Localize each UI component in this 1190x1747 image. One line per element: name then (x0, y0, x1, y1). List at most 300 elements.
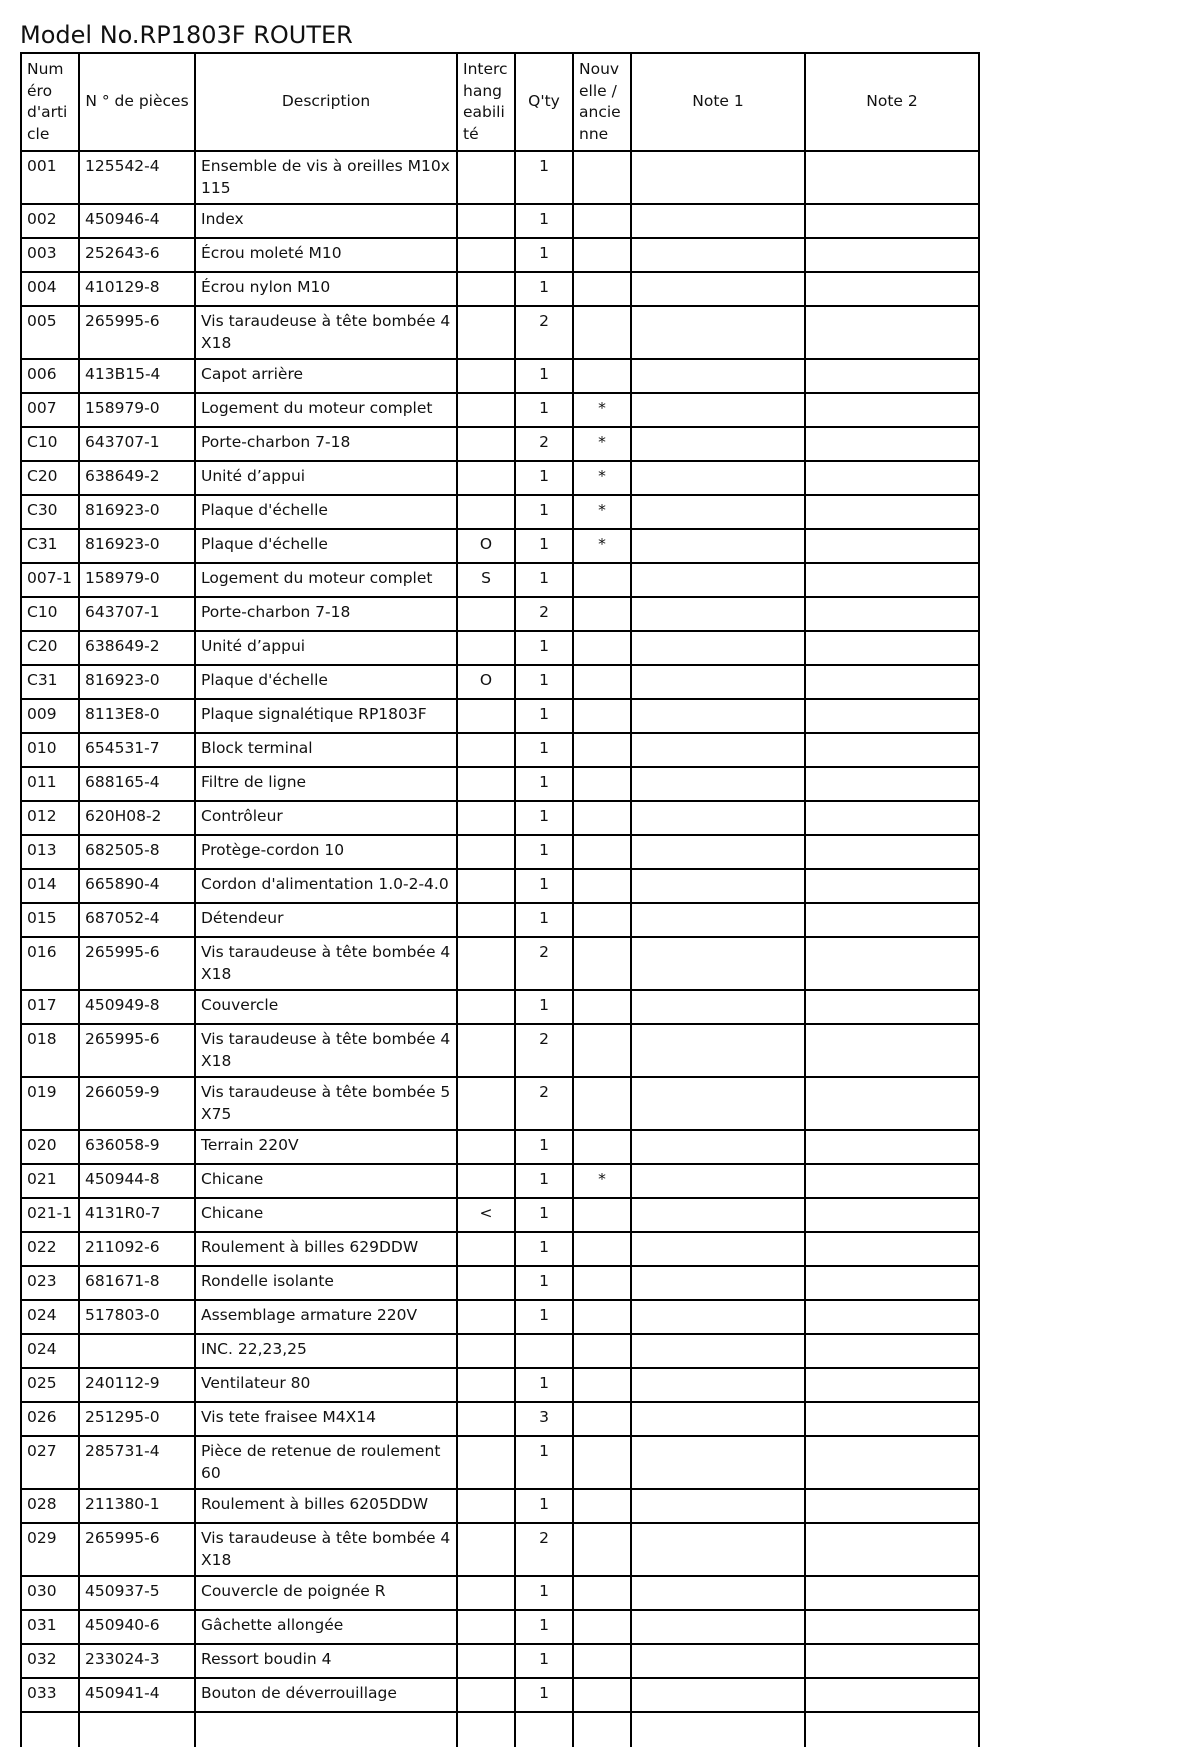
cell-quantity: 3 (515, 1402, 573, 1436)
table-row (21, 733, 979, 767)
cell-note-1 (631, 151, 805, 204)
cell-note-1 (631, 699, 805, 733)
cell-item-number: 018 (21, 1024, 79, 1077)
cell-note-1 (631, 204, 805, 238)
cell-new-old (573, 1077, 631, 1130)
cell-item-number: 030 (21, 1576, 79, 1610)
cell-quantity: 1 (515, 631, 573, 665)
table-row (21, 1678, 979, 1712)
cell-quantity: 1 (515, 1678, 573, 1712)
cell-interchangeability (457, 461, 515, 495)
cell-part-number: 8113E8-0 (79, 699, 195, 733)
cell-quantity: 1 (515, 903, 573, 937)
table-row (21, 699, 979, 733)
cell-quantity: 1 (515, 869, 573, 903)
cell-quantity: 1 (515, 1489, 573, 1523)
cell-new-old (573, 1300, 631, 1334)
cell-part-number: 266059-9 (79, 1077, 195, 1130)
cell-note-1 (631, 631, 805, 665)
cell-note-2 (805, 529, 979, 563)
cell-new-old (573, 835, 631, 869)
cell-new-old (573, 306, 631, 359)
cell-note-2 (805, 801, 979, 835)
cell-part-number: 816923-0 (79, 529, 195, 563)
cell-item-number: 002 (21, 204, 79, 238)
cell-quantity: 1 (515, 1610, 573, 1644)
cell-interchangeability (457, 1576, 515, 1610)
cell-interchangeability: S (457, 563, 515, 597)
cell-note-2 (805, 272, 979, 306)
cell-note-1 (631, 461, 805, 495)
cell-note-2 (805, 1523, 979, 1576)
cell-interchangeability (457, 1678, 515, 1712)
table-row (21, 529, 979, 563)
cell-interchangeability (457, 495, 515, 529)
cell-part-number: 413B15-4 (79, 359, 195, 393)
cell-note-1 (631, 835, 805, 869)
table-row-empty (21, 1712, 979, 1747)
cell-part-number: 816923-0 (79, 495, 195, 529)
cell-item-number: 029 (21, 1523, 79, 1576)
cell-description: Vis taraudeuse à tête bombée 4X18 (195, 1024, 457, 1077)
cell-description: Contrôleur (195, 801, 457, 835)
cell-interchangeability (457, 1489, 515, 1523)
table-row (21, 1130, 979, 1164)
cell-note-2 (805, 733, 979, 767)
cell-quantity: 1 (515, 151, 573, 204)
cell-note-2 (805, 1077, 979, 1130)
cell-note-2 (805, 1436, 979, 1489)
cell-part-number: 265995-6 (79, 1024, 195, 1077)
cell-part-number: 233024-3 (79, 1644, 195, 1678)
cell-description: Bouton de déverrouillage (195, 1678, 457, 1712)
cell-note-1 (631, 306, 805, 359)
cell-item-number: C20 (21, 631, 79, 665)
cell-quantity: 1 (515, 699, 573, 733)
table-row (21, 1232, 979, 1266)
cell-note-1 (631, 1024, 805, 1077)
cell-note-1 (631, 665, 805, 699)
header-new-old: Nouvelle / ancienne (573, 53, 631, 151)
cell-interchangeability (457, 597, 515, 631)
cell-new-old: * (573, 427, 631, 461)
cell-note-1 (631, 990, 805, 1024)
table-row (21, 204, 979, 238)
table-row (21, 1164, 979, 1198)
cell-description: Vis tete fraisee M4X14 (195, 1402, 457, 1436)
cell-interchangeability (457, 272, 515, 306)
cell-new-old (573, 937, 631, 990)
cell-quantity: 1 (515, 835, 573, 869)
cell-note-2 (805, 597, 979, 631)
cell-quantity: 1 (515, 393, 573, 427)
table-row (21, 359, 979, 393)
cell-quantity: 1 (515, 461, 573, 495)
cell-note-1 (631, 1523, 805, 1576)
cell-note-2 (805, 151, 979, 204)
cell-interchangeability (457, 699, 515, 733)
cell-item-number: 006 (21, 359, 79, 393)
cell-part-number: 125542-4 (79, 151, 195, 204)
cell-note-1 (631, 1489, 805, 1523)
cell-part-number: 450941-4 (79, 1678, 195, 1712)
table-row (21, 1368, 979, 1402)
empty-cell (79, 1712, 195, 1747)
cell-description: Écrou moleté M10 (195, 238, 457, 272)
cell-part-number: 450937-5 (79, 1576, 195, 1610)
cell-new-old (573, 1368, 631, 1402)
header-interchangeability: Interchangeabilité (457, 53, 515, 151)
cell-part-number (79, 1334, 195, 1368)
cell-new-old: * (573, 495, 631, 529)
cell-note-1 (631, 1436, 805, 1489)
cell-note-1 (631, 1164, 805, 1198)
cell-part-number: 265995-6 (79, 937, 195, 990)
table-row (21, 427, 979, 461)
cell-item-number: 028 (21, 1489, 79, 1523)
cell-note-2 (805, 1266, 979, 1300)
cell-item-number: 009 (21, 699, 79, 733)
cell-part-number: 688165-4 (79, 767, 195, 801)
cell-part-number: 654531-7 (79, 733, 195, 767)
cell-item-number: 023 (21, 1266, 79, 1300)
cell-interchangeability: < (457, 1198, 515, 1232)
cell-note-1 (631, 1334, 805, 1368)
cell-new-old (573, 1130, 631, 1164)
cell-quantity: 1 (515, 1130, 573, 1164)
cell-new-old (573, 1232, 631, 1266)
table-row (21, 1402, 979, 1436)
cell-description: Chicane (195, 1164, 457, 1198)
cell-quantity: 1 (515, 665, 573, 699)
cell-interchangeability (457, 990, 515, 1024)
cell-new-old (573, 1198, 631, 1232)
cell-new-old: * (573, 461, 631, 495)
cell-item-number: 010 (21, 733, 79, 767)
cell-description: Terrain 220V (195, 1130, 457, 1164)
cell-part-number: 265995-6 (79, 306, 195, 359)
cell-item-number: 004 (21, 272, 79, 306)
cell-part-number: 285731-4 (79, 1436, 195, 1489)
cell-note-2 (805, 699, 979, 733)
cell-note-2 (805, 1164, 979, 1198)
cell-note-2 (805, 1232, 979, 1266)
table-row (21, 1334, 979, 1368)
table-row (21, 1024, 979, 1077)
header-part-number: N ° de pièces (79, 53, 195, 151)
cell-quantity: 2 (515, 597, 573, 631)
cell-part-number: 636058-9 (79, 1130, 195, 1164)
cell-part-number: 681671-8 (79, 1266, 195, 1300)
cell-part-number: 265995-6 (79, 1523, 195, 1576)
cell-note-1 (631, 1232, 805, 1266)
table-row (21, 1436, 979, 1489)
cell-note-1 (631, 597, 805, 631)
cell-description: Plaque d'échelle (195, 529, 457, 563)
cell-description: Roulement à billes 6205DDW (195, 1489, 457, 1523)
cell-description: INC. 22,23,25 (195, 1334, 457, 1368)
cell-note-1 (631, 529, 805, 563)
cell-note-1 (631, 1610, 805, 1644)
cell-note-1 (631, 1368, 805, 1402)
cell-note-1 (631, 1130, 805, 1164)
cell-item-number: C30 (21, 495, 79, 529)
cell-interchangeability (457, 306, 515, 359)
table-row (21, 1198, 979, 1232)
cell-item-number: 019 (21, 1077, 79, 1130)
cell-interchangeability (457, 1644, 515, 1678)
header-note-1: Note 1 (631, 53, 805, 151)
cell-description: Unité d’appui (195, 631, 457, 665)
cell-quantity: 1 (515, 801, 573, 835)
cell-interchangeability (457, 1334, 515, 1368)
cell-new-old (573, 1678, 631, 1712)
cell-part-number: 638649-2 (79, 631, 195, 665)
cell-new-old (573, 1266, 631, 1300)
cell-note-1 (631, 801, 805, 835)
cell-description: Vis taraudeuse à tête bombée 4X18 (195, 1523, 457, 1576)
cell-new-old (573, 359, 631, 393)
cell-description: Chicane (195, 1198, 457, 1232)
cell-new-old (573, 272, 631, 306)
cell-interchangeability (457, 1232, 515, 1266)
cell-item-number: 012 (21, 801, 79, 835)
cell-quantity: 1 (515, 272, 573, 306)
cell-item-number: C31 (21, 665, 79, 699)
cell-part-number: 4131R0-7 (79, 1198, 195, 1232)
cell-new-old (573, 1334, 631, 1368)
cell-description: Logement du moteur complet (195, 393, 457, 427)
cell-new-old (573, 1489, 631, 1523)
table-row (21, 1644, 979, 1678)
cell-description: Unité d’appui (195, 461, 457, 495)
cell-quantity: 1 (515, 767, 573, 801)
cell-interchangeability (457, 1610, 515, 1644)
cell-part-number: 158979-0 (79, 393, 195, 427)
cell-interchangeability: O (457, 665, 515, 699)
cell-interchangeability (457, 204, 515, 238)
cell-item-number: 032 (21, 1644, 79, 1678)
cell-interchangeability (457, 1266, 515, 1300)
cell-new-old (573, 563, 631, 597)
cell-note-1 (631, 1644, 805, 1678)
cell-interchangeability (457, 1164, 515, 1198)
cell-interchangeability (457, 427, 515, 461)
cell-note-1 (631, 1576, 805, 1610)
cell-description: Assemblage armature 220V (195, 1300, 457, 1334)
cell-note-1 (631, 272, 805, 306)
cell-note-1 (631, 563, 805, 597)
cell-item-number: 005 (21, 306, 79, 359)
cell-interchangeability (457, 1436, 515, 1489)
cell-part-number: 211092-6 (79, 1232, 195, 1266)
header-quantity: Q'ty (515, 53, 573, 151)
table-row (21, 631, 979, 665)
cell-note-2 (805, 665, 979, 699)
cell-part-number: 450946-4 (79, 204, 195, 238)
cell-interchangeability (457, 869, 515, 903)
cell-part-number: 638649-2 (79, 461, 195, 495)
cell-note-2 (805, 238, 979, 272)
cell-description: Plaque signalétique RP1803F (195, 699, 457, 733)
cell-interchangeability (457, 1368, 515, 1402)
cell-description: Ensemble de vis à oreilles M10x115 (195, 151, 457, 204)
cell-description: Vis taraudeuse à tête bombée 4X18 (195, 306, 457, 359)
empty-cell (21, 1712, 79, 1747)
cell-new-old: * (573, 1164, 631, 1198)
table-row (21, 665, 979, 699)
cell-item-number: 027 (21, 1436, 79, 1489)
cell-quantity: 1 (515, 238, 573, 272)
cell-note-2 (805, 1489, 979, 1523)
cell-interchangeability (457, 733, 515, 767)
cell-note-1 (631, 1198, 805, 1232)
cell-note-2 (805, 461, 979, 495)
cell-quantity: 1 (515, 1266, 573, 1300)
cell-description: Pièce de retenue de roulement 60 (195, 1436, 457, 1489)
cell-item-number: 011 (21, 767, 79, 801)
cell-interchangeability (457, 151, 515, 204)
table-row (21, 306, 979, 359)
table-row (21, 1523, 979, 1576)
cell-quantity: 1 (515, 495, 573, 529)
cell-note-2 (805, 1576, 979, 1610)
cell-interchangeability (457, 1402, 515, 1436)
cell-part-number: 687052-4 (79, 903, 195, 937)
cell-item-number: 022 (21, 1232, 79, 1266)
table-row (21, 835, 979, 869)
cell-quantity: 2 (515, 1077, 573, 1130)
cell-quantity: 2 (515, 427, 573, 461)
cell-description: Détendeur (195, 903, 457, 937)
cell-item-number: 014 (21, 869, 79, 903)
cell-note-2 (805, 835, 979, 869)
table-row (21, 1266, 979, 1300)
cell-new-old (573, 665, 631, 699)
table-row (21, 801, 979, 835)
table-row (21, 937, 979, 990)
cell-note-2 (805, 359, 979, 393)
table-row (21, 393, 979, 427)
cell-new-old (573, 903, 631, 937)
cell-quantity: 1 (515, 1164, 573, 1198)
cell-note-2 (805, 1024, 979, 1077)
cell-interchangeability (457, 1077, 515, 1130)
cell-part-number: 158979-0 (79, 563, 195, 597)
cell-note-1 (631, 767, 805, 801)
parts-table-body (21, 151, 979, 1747)
header-note-2: Note 2 (805, 53, 979, 151)
cell-description: Ressort boudin 4 (195, 1644, 457, 1678)
cell-item-number: 033 (21, 1678, 79, 1712)
cell-description: Capot arrière (195, 359, 457, 393)
cell-interchangeability (457, 393, 515, 427)
cell-new-old (573, 151, 631, 204)
cell-note-2 (805, 1368, 979, 1402)
cell-note-1 (631, 1402, 805, 1436)
cell-description: Vis taraudeuse à tête bombée 4X18 (195, 937, 457, 990)
cell-note-2 (805, 393, 979, 427)
cell-note-1 (631, 1266, 805, 1300)
cell-new-old (573, 1436, 631, 1489)
cell-new-old (573, 1576, 631, 1610)
cell-part-number: 252643-6 (79, 238, 195, 272)
cell-quantity: 1 (515, 990, 573, 1024)
cell-note-2 (805, 427, 979, 461)
cell-new-old (573, 631, 631, 665)
cell-part-number: 450949-8 (79, 990, 195, 1024)
cell-description: Porte-charbon 7-18 (195, 427, 457, 461)
cell-description: Ventilateur 80 (195, 1368, 457, 1402)
cell-item-number: 016 (21, 937, 79, 990)
cell-item-number: 013 (21, 835, 79, 869)
cell-description: Écrou nylon M10 (195, 272, 457, 306)
empty-cell (515, 1712, 573, 1747)
cell-quantity: 1 (515, 359, 573, 393)
cell-description: Plaque d'échelle (195, 665, 457, 699)
cell-quantity: 1 (515, 1300, 573, 1334)
cell-quantity: 2 (515, 306, 573, 359)
cell-description: Cordon d'alimentation 1.0-2-4.0 (195, 869, 457, 903)
cell-note-1 (631, 869, 805, 903)
cell-note-2 (805, 1334, 979, 1368)
cell-item-number: C10 (21, 427, 79, 461)
cell-note-1 (631, 359, 805, 393)
cell-item-number: 015 (21, 903, 79, 937)
cell-interchangeability (457, 835, 515, 869)
cell-note-2 (805, 1678, 979, 1712)
cell-description: Porte-charbon 7-18 (195, 597, 457, 631)
cell-note-2 (805, 631, 979, 665)
page-title: Model No.RP1803F ROUTER (20, 21, 353, 49)
cell-note-2 (805, 1300, 979, 1334)
table-row (21, 903, 979, 937)
cell-item-number: 020 (21, 1130, 79, 1164)
cell-new-old (573, 767, 631, 801)
empty-cell (573, 1712, 631, 1747)
header-description: Description (195, 53, 457, 151)
cell-quantity: 1 (515, 733, 573, 767)
cell-interchangeability (457, 1300, 515, 1334)
cell-note-2 (805, 1610, 979, 1644)
cell-part-number: 643707-1 (79, 597, 195, 631)
cell-item-number: C10 (21, 597, 79, 631)
cell-description: Couvercle de poignée R (195, 1576, 457, 1610)
cell-quantity: 1 (515, 1368, 573, 1402)
table-row (21, 1077, 979, 1130)
cell-description: Roulement à billes 629DDW (195, 1232, 457, 1266)
cell-new-old (573, 801, 631, 835)
cell-new-old (573, 869, 631, 903)
cell-note-2 (805, 1644, 979, 1678)
table-row (21, 1300, 979, 1334)
cell-new-old (573, 733, 631, 767)
cell-new-old (573, 699, 631, 733)
cell-item-number: 024 (21, 1300, 79, 1334)
cell-note-1 (631, 238, 805, 272)
cell-quantity: 2 (515, 1523, 573, 1576)
cell-quantity: 1 (515, 1576, 573, 1610)
cell-interchangeability (457, 767, 515, 801)
cell-interchangeability (457, 631, 515, 665)
cell-note-2 (805, 903, 979, 937)
cell-quantity: 1 (515, 1644, 573, 1678)
cell-interchangeability (457, 937, 515, 990)
cell-new-old (573, 1024, 631, 1077)
cell-note-2 (805, 1130, 979, 1164)
cell-part-number: 450940-6 (79, 1610, 195, 1644)
cell-part-number: 517803-0 (79, 1300, 195, 1334)
